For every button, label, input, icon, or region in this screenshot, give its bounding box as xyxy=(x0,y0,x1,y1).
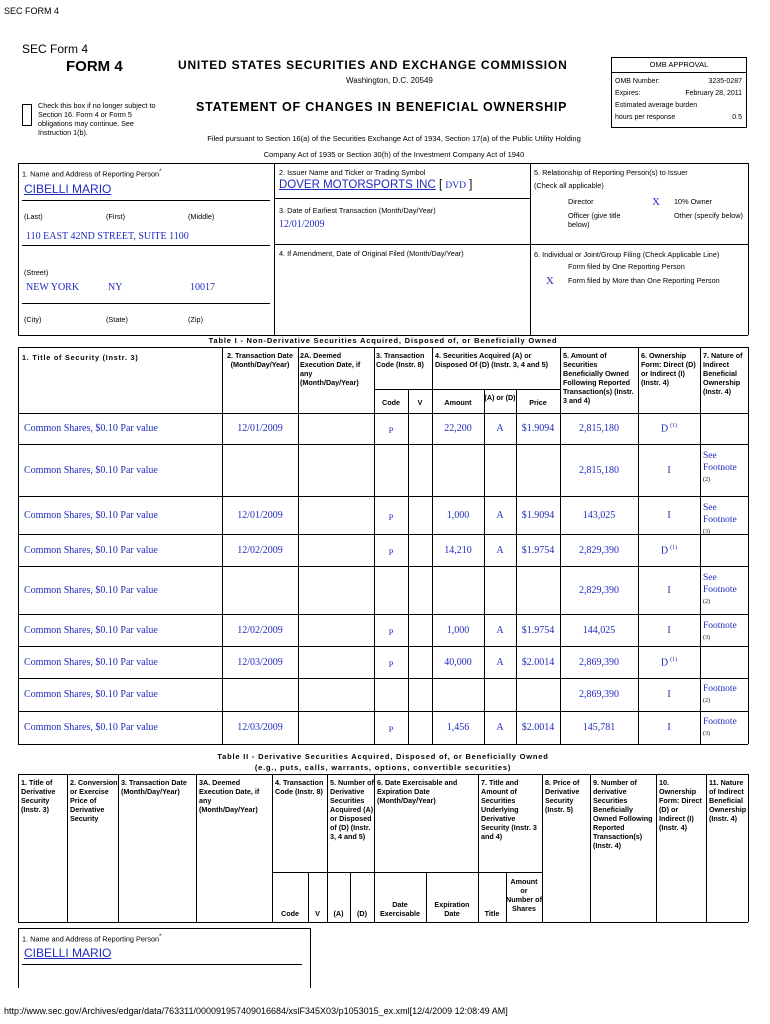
bottom-box1-label: 1. Name and Address of Reporting Person* xyxy=(22,934,162,944)
form-title: FORM 4 xyxy=(66,58,123,75)
row-form-footnote[interactable]: (1) xyxy=(670,545,678,551)
last-label: (Last) xyxy=(24,212,43,221)
state-label: (State) xyxy=(106,315,128,324)
director-x-mark[interactable]: X xyxy=(652,196,660,208)
row-price: $1.9754 xyxy=(521,625,555,636)
t2-h9: 9. Number of derivative Securities Beneficially Owned Following Reported Transaction(s) (Instr. 4) xyxy=(593,778,653,850)
omb-number: 3235-0287 xyxy=(708,78,742,85)
t2-sub-v: V xyxy=(315,909,320,918)
omb-burden-label: Estimated average burden xyxy=(615,102,698,109)
t2-sub-a: (A) xyxy=(333,909,344,918)
t2-sub-d: (D) xyxy=(357,909,367,918)
t1-sub-v: V xyxy=(417,398,423,407)
row-date: 12/01/2009 xyxy=(237,423,283,434)
box5-label: 5. Relationship of Reporting Person(s) to Issuer xyxy=(534,168,688,177)
row-code: P xyxy=(388,724,394,734)
t2-h7: 7. Title and Amount of Securities Underlying Derivative Security (Instr. 3 and 4) xyxy=(481,778,537,841)
bottom-reporting-person-name[interactable]: CIBELLI MARIO xyxy=(24,946,112,960)
t2-sub-date-ex: Date Exercisable xyxy=(380,900,420,918)
row-form-value: I xyxy=(667,510,671,521)
row-ownership-form xyxy=(638,625,700,636)
row-form-value: I xyxy=(667,585,671,596)
t2-h6: 6. Date Exercisable and Expiration Date (Month/Day/Year) xyxy=(377,778,458,805)
table2-subtitle: (e.g., puts, calls, warrants, options, convertible securities) xyxy=(254,763,512,772)
row-nature[interactable] xyxy=(703,683,747,707)
issuer-line xyxy=(279,179,472,191)
issuer-ticker: DVD xyxy=(445,181,466,191)
row-aord: A xyxy=(496,657,504,668)
t1-h4: 4. Securities Acquired (A) or Disposed Of (D) (Instr. 3, 4 and 5) xyxy=(435,351,549,369)
row-form-value: I xyxy=(667,465,671,476)
one-person-label: Form filed by One Reporting Person xyxy=(568,262,685,271)
issuer-name[interactable]: DOVER MOTORSPORTS INC xyxy=(279,179,436,191)
row-amount: 14,210 xyxy=(444,545,472,556)
row-form-value: D xyxy=(660,657,669,669)
row-aord: A xyxy=(496,545,504,556)
state-value: NY xyxy=(108,282,123,293)
t1-sub-price: Price xyxy=(529,398,547,407)
t1-h1: 1. Title of Security (Instr. 3) xyxy=(22,353,139,362)
row-date: 12/03/2009 xyxy=(237,657,283,668)
t2-h2: 2. Conversion or Exercise Price of Derivative Security xyxy=(70,778,118,823)
t2-h8: 8. Price of Derivative Security (Instr. 5) xyxy=(545,778,580,814)
row-nature-footnote[interactable]: (2) xyxy=(703,698,710,704)
row-title: Common Shares, $0.10 Par value xyxy=(24,625,158,636)
row-owned: 2,869,390 xyxy=(579,657,619,668)
check-all-label: (Check all applicable) xyxy=(534,181,604,190)
row-nature[interactable] xyxy=(703,572,747,608)
row-ownership-form xyxy=(638,657,700,668)
t1-sub-code: Code xyxy=(382,398,400,407)
t2-h4: 4. Transaction Code (Instr. 8) xyxy=(275,778,324,796)
row-date: 12/02/2009 xyxy=(237,625,283,636)
t1-sub-amount: Amount xyxy=(444,398,472,407)
row-ownership-form xyxy=(638,585,700,596)
row-title: Common Shares, $0.10 Par value xyxy=(24,465,158,476)
row-form-footnote[interactable]: (1) xyxy=(670,423,678,429)
omb-number-label: OMB Number: xyxy=(615,78,660,85)
row-aord: A xyxy=(496,423,504,434)
row-owned: 2,815,180 xyxy=(579,423,619,434)
box6-label: 6. Individual or Joint/Group Filing (Check Applicable Line) xyxy=(534,250,720,259)
checkbox-text: Check this box if no longer subject to Section 16. Form 4 or Form 5 obligations may continue. See Instruction 1(b). xyxy=(38,101,156,137)
reporting-person-name[interactable]: CIBELLI MARIO xyxy=(24,182,112,196)
row-title: Common Shares, $0.10 Par value xyxy=(24,545,158,556)
row-title: Common Shares, $0.10 Par value xyxy=(24,722,158,733)
row-aord: A xyxy=(496,722,504,733)
commission-title: UNITED STATES SECURITIES AND EXCHANGE COMMISSION xyxy=(178,58,568,72)
footer-url: http://www.sec.gov/Archives/edgar/data/763311/000091957409016684/xslF345X03/p1053015_ex.xml[12/4/2009 12:08:49 AM] xyxy=(4,1006,508,1016)
row-price: $2.0014 xyxy=(521,657,555,668)
t2-h3: 3. Transaction Date (Month/Day/Year) xyxy=(121,778,187,796)
t1-sub-aord: (A) or (D) xyxy=(484,393,516,402)
ten-percent-label: 10% Owner xyxy=(674,197,713,206)
filed-pursuant-line2: Company Act of 1935 or Section 30(h) of the Investment Company Act of 1940 xyxy=(263,150,525,159)
row-form-value: I xyxy=(667,689,671,700)
row-title: Common Shares, $0.10 Par value xyxy=(24,423,158,434)
row-form-value: I xyxy=(667,722,671,733)
t1-h6: 6. Ownership Form: Direct (D) or Indirect (I) (Instr. 4) xyxy=(641,351,696,387)
row-code: P xyxy=(388,512,394,522)
row-nature-text[interactable]: Footnote xyxy=(703,621,737,631)
row-nature-footnote[interactable]: (2) xyxy=(703,477,710,483)
row-ownership-form xyxy=(638,545,700,556)
t2-sub-exp: Expiration Date xyxy=(434,900,470,918)
box4-label: 4. If Amendment, Date of Original Filed (Month/Day/Year) xyxy=(279,249,464,258)
row-nature-footnote[interactable]: (3) xyxy=(703,731,710,737)
row-date: 12/03/2009 xyxy=(237,722,283,733)
row-form-value: D xyxy=(660,423,669,435)
row-nature-text[interactable]: Footnote xyxy=(703,717,737,727)
bracket-open: [ xyxy=(438,179,443,191)
row-amount: 1,000 xyxy=(446,625,470,636)
table2-title: Table II - Derivative Securities Acquired, Disposed of, or Beneficially Owned xyxy=(217,752,549,761)
row-amount: 1,000 xyxy=(446,510,470,521)
row-nature-text[interactable]: See Footnote xyxy=(703,451,737,473)
officer-label: Officer (give title below) xyxy=(568,211,621,229)
row-ownership-form xyxy=(638,465,700,476)
row-nature-footnote[interactable]: (3) xyxy=(703,529,710,535)
first-label: (First) xyxy=(106,212,126,221)
row-nature-footnote[interactable]: (2) xyxy=(703,599,710,605)
t2-h1: 1. Title of Derivative Security (Instr. 3) xyxy=(21,778,56,814)
omb-hours: 0.5 xyxy=(732,114,742,121)
city-label: (City) xyxy=(24,315,42,324)
omb-approval-box xyxy=(611,57,747,128)
row-title: Common Shares, $0.10 Par value xyxy=(24,657,158,668)
t2-sub-code: Code xyxy=(281,909,299,918)
omb-expires-label: Expires: xyxy=(615,90,641,97)
row-nature-footnote[interactable]: (3) xyxy=(703,635,710,641)
row-nature[interactable] xyxy=(703,716,747,740)
row-owned: 2,829,390 xyxy=(579,585,619,596)
street-label: (Street) xyxy=(24,268,49,277)
row-date: 12/01/2009 xyxy=(237,510,283,521)
t2-h5: 5. Number of Derivative Securities Acquired (A) or Disposed of (D) (Instr. 3, 4 and 5) xyxy=(330,778,374,841)
row-owned: 143,025 xyxy=(582,510,616,521)
row-nature[interactable] xyxy=(703,620,747,644)
middle-label: (Middle) xyxy=(188,212,215,221)
other-label: Other (specify below) xyxy=(674,211,743,220)
row-form-footnote[interactable]: (1) xyxy=(670,657,678,663)
t1-h7: 7. Nature of Indirect Beneficial Ownership (Instr. 4) xyxy=(703,351,743,396)
row-owned: 2,829,390 xyxy=(579,545,619,556)
row-owned: 144,025 xyxy=(582,625,616,636)
row-owned: 2,815,180 xyxy=(579,465,619,476)
statement-title: STATEMENT OF CHANGES IN BENEFICIAL OWNERSHIP xyxy=(196,100,568,114)
filed-pursuant-line1: Filed pursuant to Section 16(a) of the Securities Exchange Act of 1934, Section 17(a) of the Public Utility Holding xyxy=(207,134,581,143)
row-ownership-form xyxy=(638,510,700,521)
row-title: Common Shares, $0.10 Par value xyxy=(24,585,158,596)
row-amount: 40,000 xyxy=(444,657,472,668)
t1-h2: 2. Transaction Date (Month/Day/Year) xyxy=(227,351,293,369)
t2-h11: 11. Nature of Indirect Beneficial Ownership (Instr. 4) xyxy=(709,778,747,823)
row-price: $1.9094 xyxy=(521,510,555,521)
row-form-value: D xyxy=(660,545,669,557)
earliest-date: 12/01/2009 xyxy=(279,219,325,230)
row-price: $1.9754 xyxy=(521,545,555,556)
omb-title: OMB APPROVAL xyxy=(612,58,746,73)
row-title: Common Shares, $0.10 Par value xyxy=(24,510,158,521)
omb-hours-label: hours per response xyxy=(615,114,676,121)
t2-sub-amount: Amount or Number of Shares xyxy=(506,877,542,913)
window-title: SEC FORM 4 xyxy=(4,6,60,16)
row-owned: 2,869,390 xyxy=(579,689,619,700)
row-ownership-form xyxy=(638,423,700,434)
row-price: $1.9094 xyxy=(521,423,555,434)
row-ownership-form xyxy=(638,689,700,700)
city-value: NEW YORK xyxy=(26,282,80,293)
t1-h2a: 2A. Deemed Execution Date, if any (Month/Day/Year) xyxy=(300,351,361,387)
row-code: P xyxy=(388,659,394,669)
more-persons-label: Form filed by More than One Reporting Person xyxy=(568,276,720,285)
row-form-value: I xyxy=(667,625,671,636)
sec-form-label: SEC Form 4 xyxy=(22,42,89,56)
row-nature-text[interactable]: Footnote xyxy=(703,684,737,694)
t1-h5: 5. Amount of Securities Beneficially Owned Following Reported Transaction(s) (Instr. 3 and 4) xyxy=(563,351,634,405)
street-value: 110 EAST 42ND STREET, SUITE 1100 xyxy=(26,231,189,242)
no-longer-subject-checkbox[interactable] xyxy=(22,104,32,126)
row-title: Common Shares, $0.10 Par value xyxy=(24,689,158,700)
box1-label: 1. Name and Address of Reporting Person* xyxy=(22,169,162,179)
row-nature[interactable] xyxy=(703,502,747,538)
t2-h10: 10. Ownership Form: Direct (D) or Indirect (I) (Instr. 4) xyxy=(659,778,702,832)
row-nature-text[interactable]: See Footnote xyxy=(703,573,737,595)
row-date: 12/02/2009 xyxy=(237,545,283,556)
row-amount: 22,200 xyxy=(444,423,472,434)
location: Washington, D.C. 20549 xyxy=(346,76,433,85)
row-ownership-form xyxy=(638,722,700,733)
box3-label: 3. Date of Earliest Transaction (Month/Day/Year) xyxy=(279,206,436,215)
omb-expires: February 28, 2011 xyxy=(685,90,742,97)
row-aord: A xyxy=(496,625,504,636)
row-code: P xyxy=(388,627,394,637)
row-price: $2.0014 xyxy=(521,722,555,733)
joint-filing-x-mark[interactable]: X xyxy=(546,275,554,287)
table1-title: Table I - Non-Derivative Securities Acquired, Disposed of, or Beneficially Owned xyxy=(208,336,558,345)
bracket-close: ] xyxy=(469,179,473,191)
row-code: P xyxy=(388,547,394,557)
row-nature[interactable] xyxy=(703,450,747,486)
t1-h3: 3. Transaction Code (Instr. 8) xyxy=(376,351,425,369)
row-code: P xyxy=(388,425,394,435)
t2-h3a: 3A. Deemed Execution Date, if any (Month/Day/Year) xyxy=(199,778,260,814)
director-label: Director xyxy=(568,197,594,206)
t2-sub-title: Title xyxy=(484,909,500,918)
row-amount: 1,456 xyxy=(446,722,470,733)
zip-label: (Zip) xyxy=(188,315,203,324)
row-aord: A xyxy=(496,510,504,521)
zip-value: 10017 xyxy=(190,282,215,293)
row-owned: 145,781 xyxy=(582,722,616,733)
box2-label: 2. Issuer Name and Ticker or Trading Symbol xyxy=(279,168,426,177)
row-nature-text[interactable]: See Footnote xyxy=(703,503,737,525)
